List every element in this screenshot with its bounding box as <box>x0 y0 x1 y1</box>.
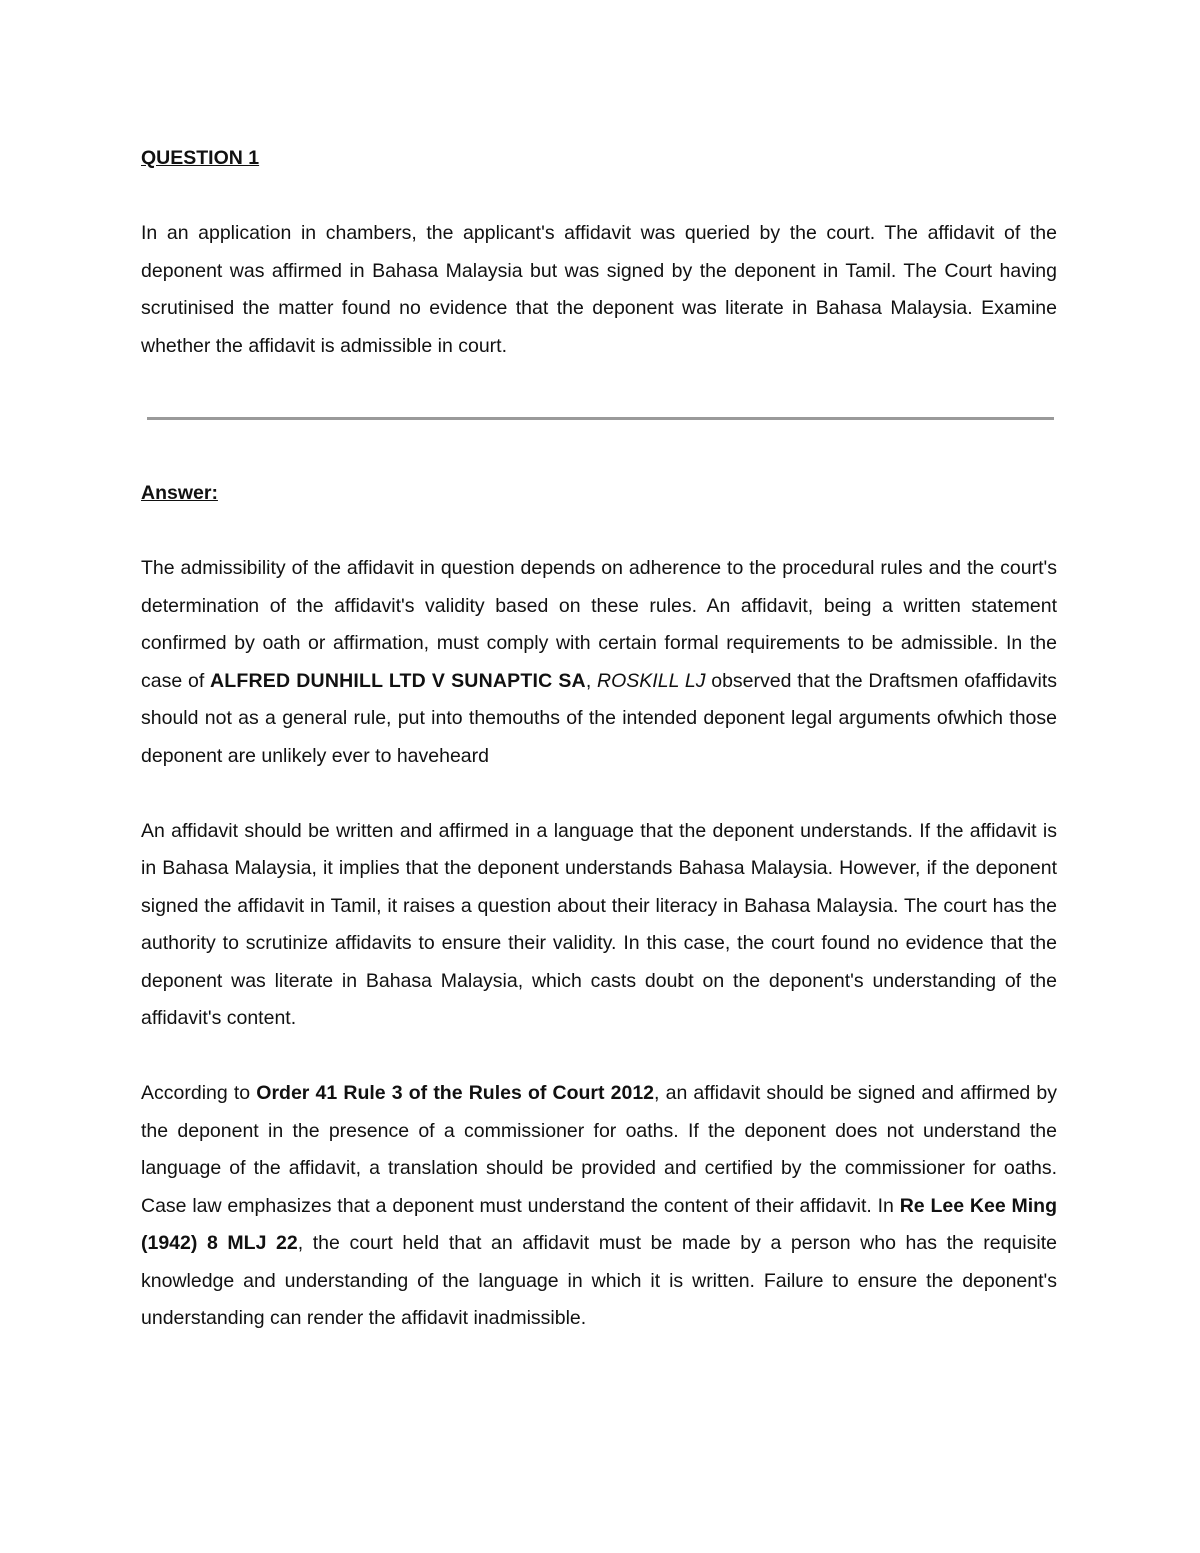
answer-paragraph-2: An affidavit should be written and affirmed in a language that the deponent understands. If the affidavit is in Bahasa Malaysia, it implies that the deponent understands Bahasa Malaysia. However, if the deponent signed the affidavit in Tamil, it raises a question about their literacy in Bahasa Malaysia. The court has the authority to scrutinize affidavits to ensure their validity. In this case, the court found no evidence that the deponent was literate in Bahasa Malaysia, which casts doubt on the deponent's understanding of the affidavit's content. <box>141 819 1057 1029</box>
rule-citation: Order 41 Rule 3 of the Rules of Court 2012 <box>256 1082 655 1104</box>
answer-p3-text-1: According to <box>141 1082 257 1104</box>
section-divider <box>147 417 1054 420</box>
answer-p1-text-2: , <box>585 669 598 692</box>
answer-p3-text-3: , the court held that an affidavit must be made by a person who has the requisite knowledge and understanding of the language in which it is written. Failure to ensure the deponent's understanding can render the affidavit inadmissible. <box>141 1232 1057 1329</box>
judge-name: ROSKILL LJ <box>597 669 706 692</box>
case-citation-alfred-dunhill: ALFRED DUNHILL LTD V SUNAPTIC SA <box>210 669 586 692</box>
answer-p1-text-3: observed that the Draftsmen ofaffidavits should not as a general rule, put into themouths of the intended deponent legal arguments ofwhich those deponent are unlikely ever to haveheard <box>141 669 1058 767</box>
answer-p1-text-1: The admissibility of the affidavit in question depends on adherence to the procedural rules and the court's determination of the affidavit's validity based on these rules. An affidavit, being a written statement confirmed by oath or affirmation, must comply with certain formal requirements to be admissible. In the case of <box>141 557 1057 692</box>
question-section <box>141 140 1057 365</box>
answer-paragraph-3 <box>141 1075 1057 1338</box>
case-citation-re-lee-kee-ming: Re Lee Kee Ming (1942) 8 MLJ 22 <box>141 1194 1057 1254</box>
answer-p3-text-2: , an affidavit should be signed and affirmed by the deponent in the presence of a commissioner for oaths. If the deponent does not understand the language of the affidavit, a translation should be provided and certified by the commissioner for oaths. Case law emphasizes that a deponent must understand the content of their affidavit. In <box>141 1082 1057 1217</box>
question-heading: QUESTION 1 <box>141 147 260 169</box>
answer-heading: Answer: <box>141 482 218 504</box>
answer-section <box>141 475 1057 1338</box>
question-text: In an application in chambers, the applicant's affidavit was queried by the court. The affidavit of the deponent was affirmed in Bahasa Malaysia but was signed by the deponent in Tamil. The Court having scrutinised the matter found no evidence that the deponent was literate in Bahasa Malaysia. Examine whether the affidavit is admissible in court. <box>141 222 1057 357</box>
answer-paragraph-1 <box>141 550 1057 775</box>
